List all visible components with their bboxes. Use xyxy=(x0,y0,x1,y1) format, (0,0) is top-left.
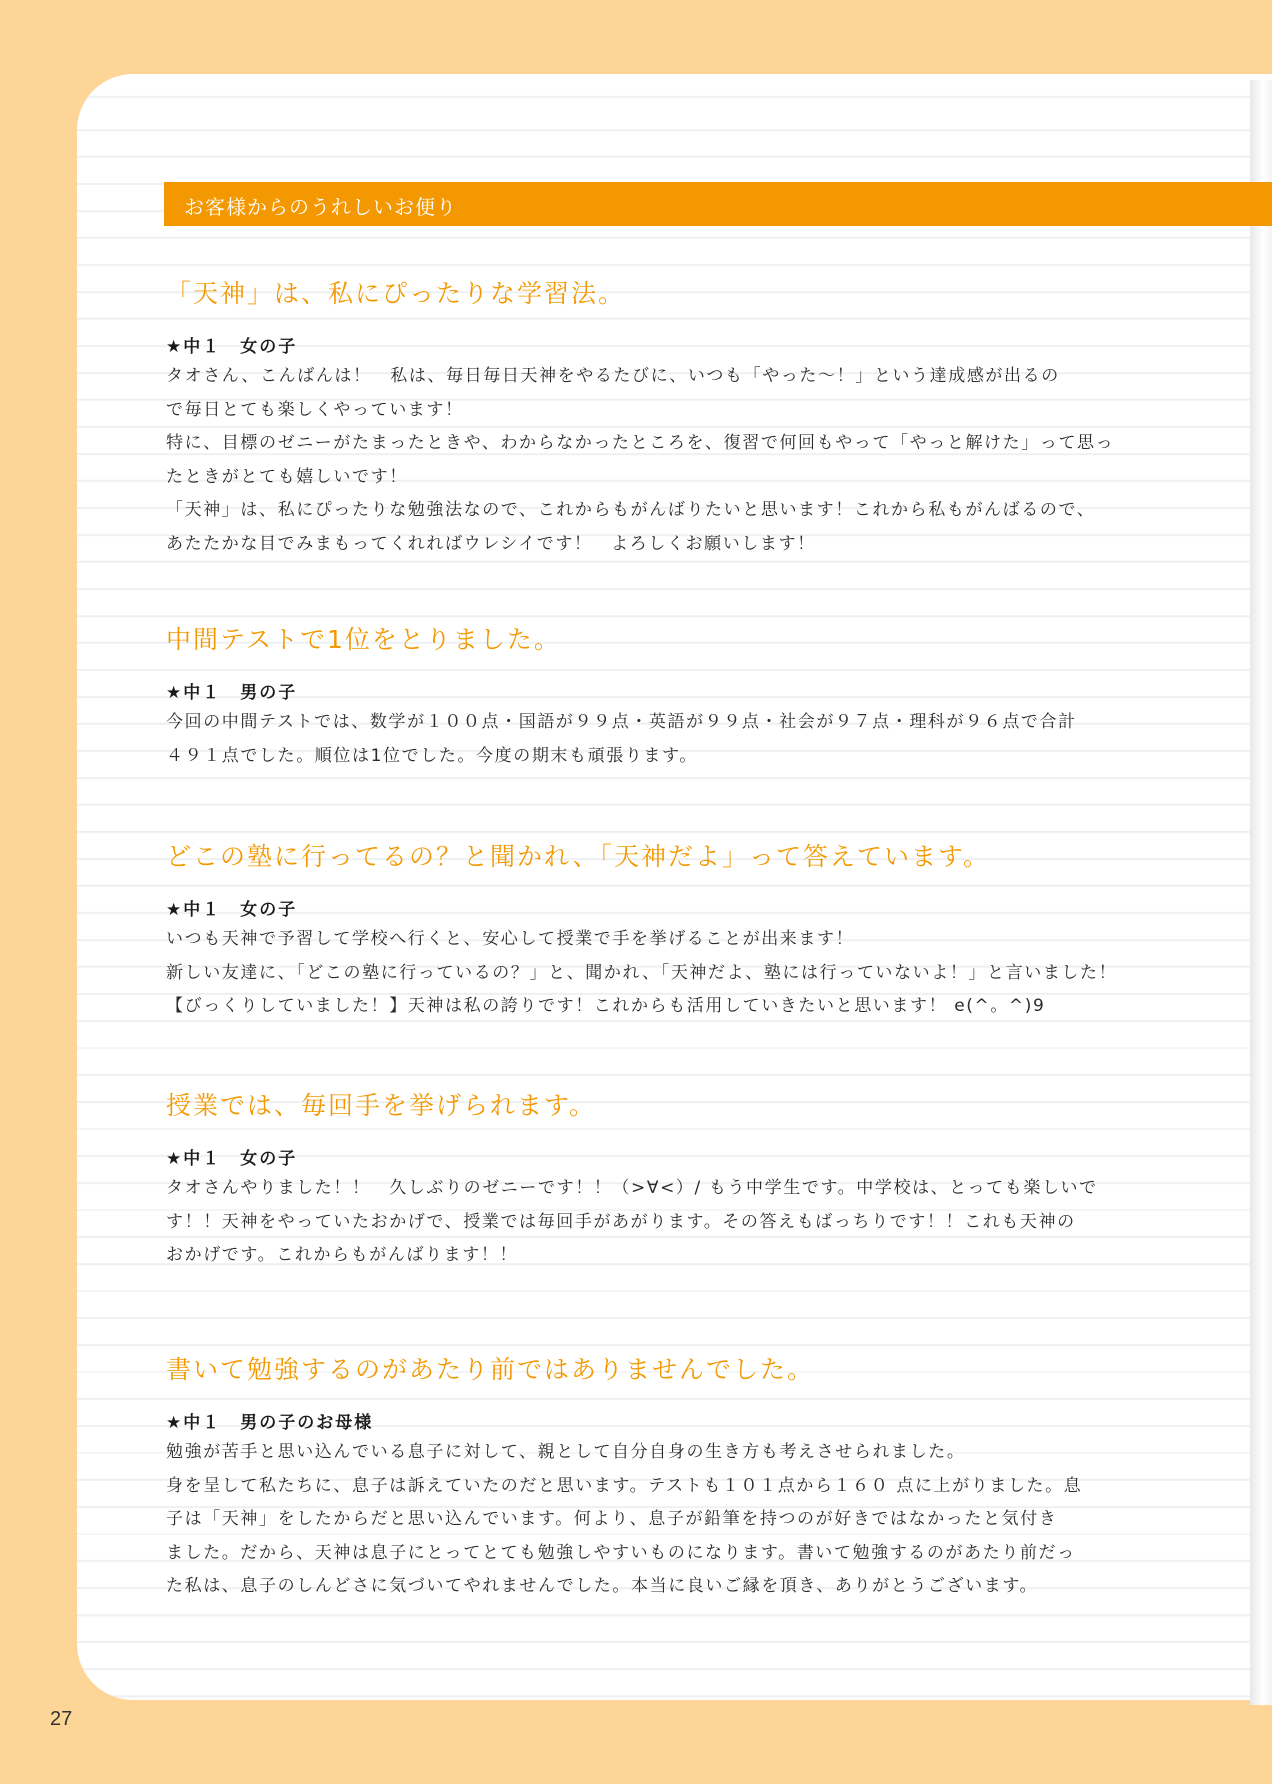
testimonial-line: ４９１点でした。順位は1位でした。今度の期末も頑張ります。 xyxy=(166,745,698,766)
testimonial-1 xyxy=(166,274,1166,561)
page-number: 27 xyxy=(50,1708,73,1730)
testimonial-headline: どこの塾に行ってるの？と聞かれ、「天神だよ」って答えています。 xyxy=(166,842,991,871)
testimonial-line: 子は「天神」をしたからだと思い込んでいます。何より、息子が鉛筆を持つのが好きではなかったと気付き xyxy=(166,1509,1058,1529)
testimonial-line: タオさんやりました！！ 久しぶりのゼニーです！！（>∀<）/ もう中学生です。中学校は、とっても楽しいで xyxy=(166,1178,1098,1198)
testimonial-author: ★中１ 男の子 xyxy=(166,683,298,703)
testimonial-line: 新しい友達に、「どこの塾に行っているの？」と、聞かれ、「天神だよ、塾には行っていないよ！」と言いました！ xyxy=(166,962,1118,983)
testimonial-line: 今回の中間テストでは、数学が１００点・国語が９９点・英語が９９点・社会が９７点・理科が９６点で合計 xyxy=(166,712,1077,732)
testimonial-headline: 書いて勉強するのがあたり前ではありませんでした。 xyxy=(166,1355,815,1384)
testimonial-4 xyxy=(166,1086,1166,1273)
testimonial-author: ★中１ 女の子 xyxy=(166,1149,298,1169)
banner-title: お客様からのうれしいお便り xyxy=(184,195,457,219)
testimonial-line: 特に、目標のゼニーがたまったときや、わからなかったところを、復習で何回もやって「やっと解けた」って思っ xyxy=(166,433,1115,453)
testimonial-line: たときがとても嬉しいです！ xyxy=(166,466,408,487)
testimonial-line: で毎日とても楽しくやっています！ xyxy=(166,399,464,420)
testimonial-author: ★中１ 女の子 xyxy=(166,900,298,920)
testimonial-line: 「天神」は、私にぴったりな勉強法なので、これからもがんばりたいと思います！これから私もがんばるので、 xyxy=(166,500,1096,520)
testimonial-line: おかげです。これからもがんばります！！ xyxy=(166,1245,519,1265)
testimonial-line: いつも天神で予習して学校へ行くと、安心して授業で手を挙げることが出来ます！ xyxy=(166,929,855,949)
page-edge xyxy=(1250,80,1272,1705)
testimonial-line: ました。だから、天神は息子にとってとても勉強しやすいものになります。書いて勉強するのがあたり前だっ xyxy=(166,1542,1076,1563)
testimonial-headline: 授業では、毎回手を挙げられます。 xyxy=(166,1091,597,1120)
testimonial-line: 勉強が苦手と思い込んでいる息子に対して、親として自分自身の生き方も考えさせられました。 xyxy=(166,1442,966,1462)
testimonial-line: 【びっくりしていました！】天神は私の誇りです！これからも活用していきたいと思います！ e(^。^)9 xyxy=(166,996,1046,1016)
testimonial-headline: 「天神」は、私にぴったりな学習法。 xyxy=(166,279,626,308)
testimonial-line: タオさん、こんばんは！ 私は、毎日毎日天神をやるたびに、いつも「やった～！」という達成感が出るの xyxy=(166,366,1060,386)
testimonial-line: す！！天神をやっていたおかげで、授業では毎回手があがります。その答えもばっちりです！！これも天神の xyxy=(166,1211,1076,1232)
testimonial-author: ★中１ 女の子 xyxy=(166,337,298,357)
testimonial-headline: 中間テストで1位をとりました。 xyxy=(166,625,561,654)
section-banner xyxy=(164,182,1272,226)
testimonial-line: た私は、息子のしんどさに気づいてやれませんでした。本当に良いご縁を頂き、ありがとうございます。 xyxy=(166,1576,1039,1596)
testimonial-3 xyxy=(166,837,1166,1024)
testimonial-author: ★中１ 男の子のお母様 xyxy=(166,1413,374,1433)
testimonial-2 xyxy=(166,620,1166,773)
testimonial-line: あたたかな目でみまもってくれればウレシイです！ よろしくお願いします！ xyxy=(166,533,816,554)
testimonial-5 xyxy=(166,1350,1166,1604)
testimonial-line: 身を呈して私たちに、息子は訴えていたのだと思います。テストも１０１点から１６０ 点に上がりました。息 xyxy=(166,1475,1083,1496)
